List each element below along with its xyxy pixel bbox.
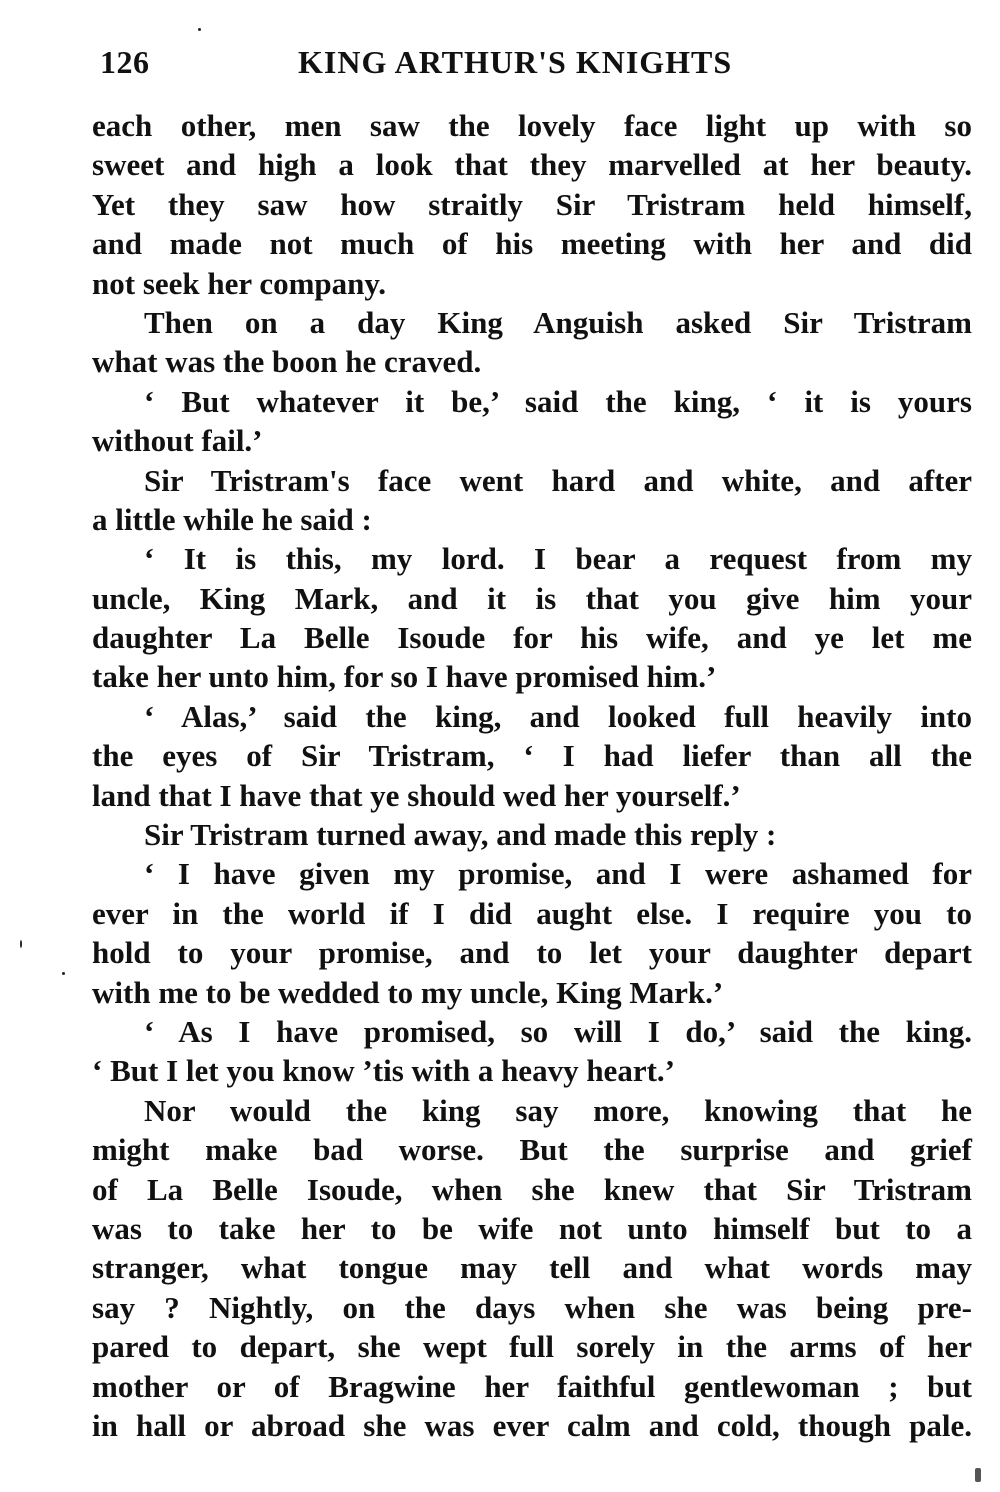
text-line: daughter La Belle Isoude for his wife, and ye let me bbox=[92, 620, 972, 656]
running-title: KING ARTHUR'S KNIGHTS bbox=[298, 44, 733, 80]
text-line: might make bad worse. But the surprise and grief bbox=[92, 1132, 972, 1168]
page-header bbox=[100, 44, 970, 88]
text-line: in hall or abroad she was ever calm and cold, though pale. bbox=[92, 1407, 972, 1443]
text-line: ever in the world if I did aught else. I require you to bbox=[92, 895, 972, 931]
text-line: hold to your promise, and to let your daughter depart bbox=[92, 935, 972, 971]
text-line: and made not much of his meeting with her and did bbox=[92, 226, 972, 262]
text-line: Then on a day King Anguish asked Sir Tristram bbox=[144, 304, 972, 340]
text-line: ‘ But I let you know ’tis with a heavy heart.’ bbox=[92, 1053, 675, 1089]
text-line: Yet they saw how straitly Sir Tristram held himself, bbox=[92, 186, 972, 222]
body-text bbox=[92, 106, 972, 1445]
text-line: mother or of Bragwine her faithful gentlewoman ; but bbox=[92, 1368, 972, 1404]
text-line: ‘ I have given my promise, and I were ashamed for bbox=[144, 856, 972, 892]
text-line: take her unto him, for so I have promised him.’ bbox=[92, 659, 717, 695]
text-line: say ? Nightly, on the days when she was being pre- bbox=[92, 1289, 972, 1325]
text-line: sweet and high a look that they marvelled at her beauty. bbox=[92, 147, 972, 183]
text-line: what was the boon he craved. bbox=[92, 344, 482, 380]
text-line: ‘ It is this, my lord. I bear a request from my bbox=[144, 541, 972, 577]
text-line: pared to depart, she wept full sorely in the arms of her bbox=[92, 1329, 972, 1365]
text-line: stranger, what tongue may tell and what words may bbox=[92, 1250, 972, 1286]
text-line: ‘ As I have promised, so will I do,’ said the king. bbox=[144, 1013, 972, 1049]
text-line: not seek her company. bbox=[92, 265, 386, 301]
scan-speck bbox=[20, 940, 22, 948]
text-line: Sir Tristram's face went hard and white, and after bbox=[144, 462, 972, 498]
text-line: ‘ But whatever it be,’ said the king, ‘ it is yours bbox=[144, 383, 972, 419]
text-line: Nor would the king say more, knowing that he bbox=[144, 1092, 972, 1128]
text-line: without fail.’ bbox=[92, 423, 263, 459]
text-line: Sir Tristram turned away, and made this reply : bbox=[144, 817, 777, 853]
scan-speck bbox=[62, 972, 65, 975]
text-line: each other, men saw the lovely face light up with so bbox=[92, 108, 972, 143]
page-number: 126 bbox=[100, 44, 150, 80]
text-line: with me to be wedded to my uncle, King Mark.’ bbox=[92, 974, 724, 1010]
text-line: land that I have that ye should wed her yourself.’ bbox=[92, 777, 741, 813]
scan-speck bbox=[975, 1468, 981, 1482]
text-line: of La Belle Isoude, when she knew that Sir Tristram bbox=[92, 1171, 972, 1207]
text-line: ‘ Alas,’ said the king, and looked full heavily into bbox=[144, 698, 972, 734]
text-line: was to take her to be wife not unto himself but to a bbox=[92, 1210, 972, 1246]
text-line: the eyes of Sir Tristram, ‘ I had liefer than all the bbox=[92, 738, 972, 774]
text-line: a little while he said : bbox=[92, 501, 372, 537]
scan-speck bbox=[198, 28, 201, 31]
text-line: uncle, King Mark, and it is that you give him your bbox=[92, 580, 972, 616]
